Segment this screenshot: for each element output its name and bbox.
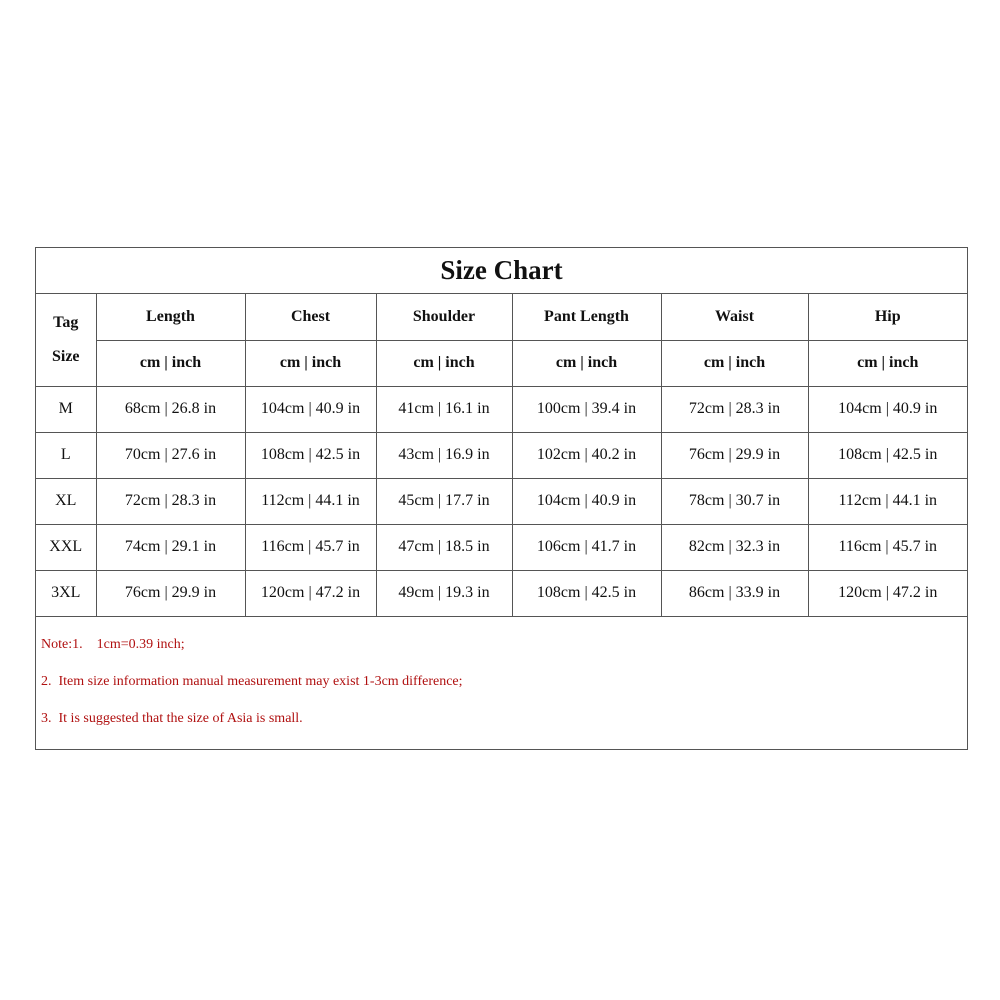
value-cell: 78cm | 30.7 in	[661, 478, 808, 524]
value-cell: 76cm | 29.9 in	[96, 570, 245, 616]
value-cell: 102cm | 40.2 in	[512, 432, 661, 478]
unit-header: cm | inch	[96, 340, 245, 386]
value-cell: 108cm | 42.5 in	[808, 432, 967, 478]
unit-header: cm | inch	[808, 340, 967, 386]
size-label: Size	[51, 347, 80, 365]
size-table	[36, 294, 967, 617]
value-cell: 104cm | 40.9 in	[512, 478, 661, 524]
table-row	[36, 524, 967, 570]
value-cell: 74cm | 29.1 in	[96, 524, 245, 570]
value-cell: 47cm | 18.5 in	[376, 524, 512, 570]
size-cell: XXL	[36, 524, 96, 570]
value-cell: 72cm | 28.3 in	[661, 386, 808, 432]
value-cell: 104cm | 40.9 in	[808, 386, 967, 432]
value-cell: 116cm | 45.7 in	[808, 524, 967, 570]
value-cell: 43cm | 16.9 in	[376, 432, 512, 478]
value-cell: 108cm | 42.5 in	[245, 432, 376, 478]
size-cell: L	[36, 432, 96, 478]
unit-header: cm | inch	[245, 340, 376, 386]
column-header: Waist	[661, 294, 808, 340]
value-cell: 49cm | 19.3 in	[376, 570, 512, 616]
column-header: Shoulder	[376, 294, 512, 340]
value-cell: 120cm | 47.2 in	[808, 570, 967, 616]
size-chart	[35, 247, 968, 750]
value-cell: 100cm | 39.4 in	[512, 386, 661, 432]
value-cell: 86cm | 33.9 in	[661, 570, 808, 616]
value-cell: 70cm | 27.6 in	[96, 432, 245, 478]
header-row	[36, 294, 967, 340]
table-row	[36, 478, 967, 524]
table-row	[36, 570, 967, 616]
unit-row	[36, 340, 967, 386]
note-line: Note:1. 1cm=0.39 inch;	[41, 636, 185, 652]
tag-size-header	[36, 294, 96, 386]
value-cell: 106cm | 41.7 in	[512, 524, 661, 570]
unit-header: cm | inch	[376, 340, 512, 386]
value-cell: 41cm | 16.1 in	[376, 386, 512, 432]
chart-title: Size Chart	[36, 248, 967, 294]
value-cell: 112cm | 44.1 in	[245, 478, 376, 524]
value-cell: 72cm | 28.3 in	[96, 478, 245, 524]
notes-section	[36, 626, 967, 737]
table-row	[36, 386, 967, 432]
table-row	[36, 432, 967, 478]
tag-label: Tag	[53, 313, 79, 331]
size-cell: 3XL	[36, 570, 96, 616]
value-cell: 68cm | 26.8 in	[96, 386, 245, 432]
value-cell: 116cm | 45.7 in	[245, 524, 376, 570]
unit-header: cm | inch	[661, 340, 808, 386]
value-cell: 112cm | 44.1 in	[808, 478, 967, 524]
value-cell: 108cm | 42.5 in	[512, 570, 661, 616]
note-line: 3. It is suggested that the size of Asia is small.	[41, 710, 303, 726]
column-header: Length	[96, 294, 245, 340]
value-cell: 45cm | 17.7 in	[376, 478, 512, 524]
value-cell: 104cm | 40.9 in	[245, 386, 376, 432]
column-header: Pant Length	[512, 294, 661, 340]
column-header: Hip	[808, 294, 967, 340]
value-cell: 120cm | 47.2 in	[245, 570, 376, 616]
value-cell: 82cm | 32.3 in	[661, 524, 808, 570]
unit-header: cm | inch	[512, 340, 661, 386]
value-cell: 76cm | 29.9 in	[661, 432, 808, 478]
size-cell: M	[36, 386, 96, 432]
note-line: 2. Item size information manual measurement may exist 1-3cm difference;	[41, 673, 463, 689]
column-header: Chest	[245, 294, 376, 340]
size-cell: XL	[36, 478, 96, 524]
